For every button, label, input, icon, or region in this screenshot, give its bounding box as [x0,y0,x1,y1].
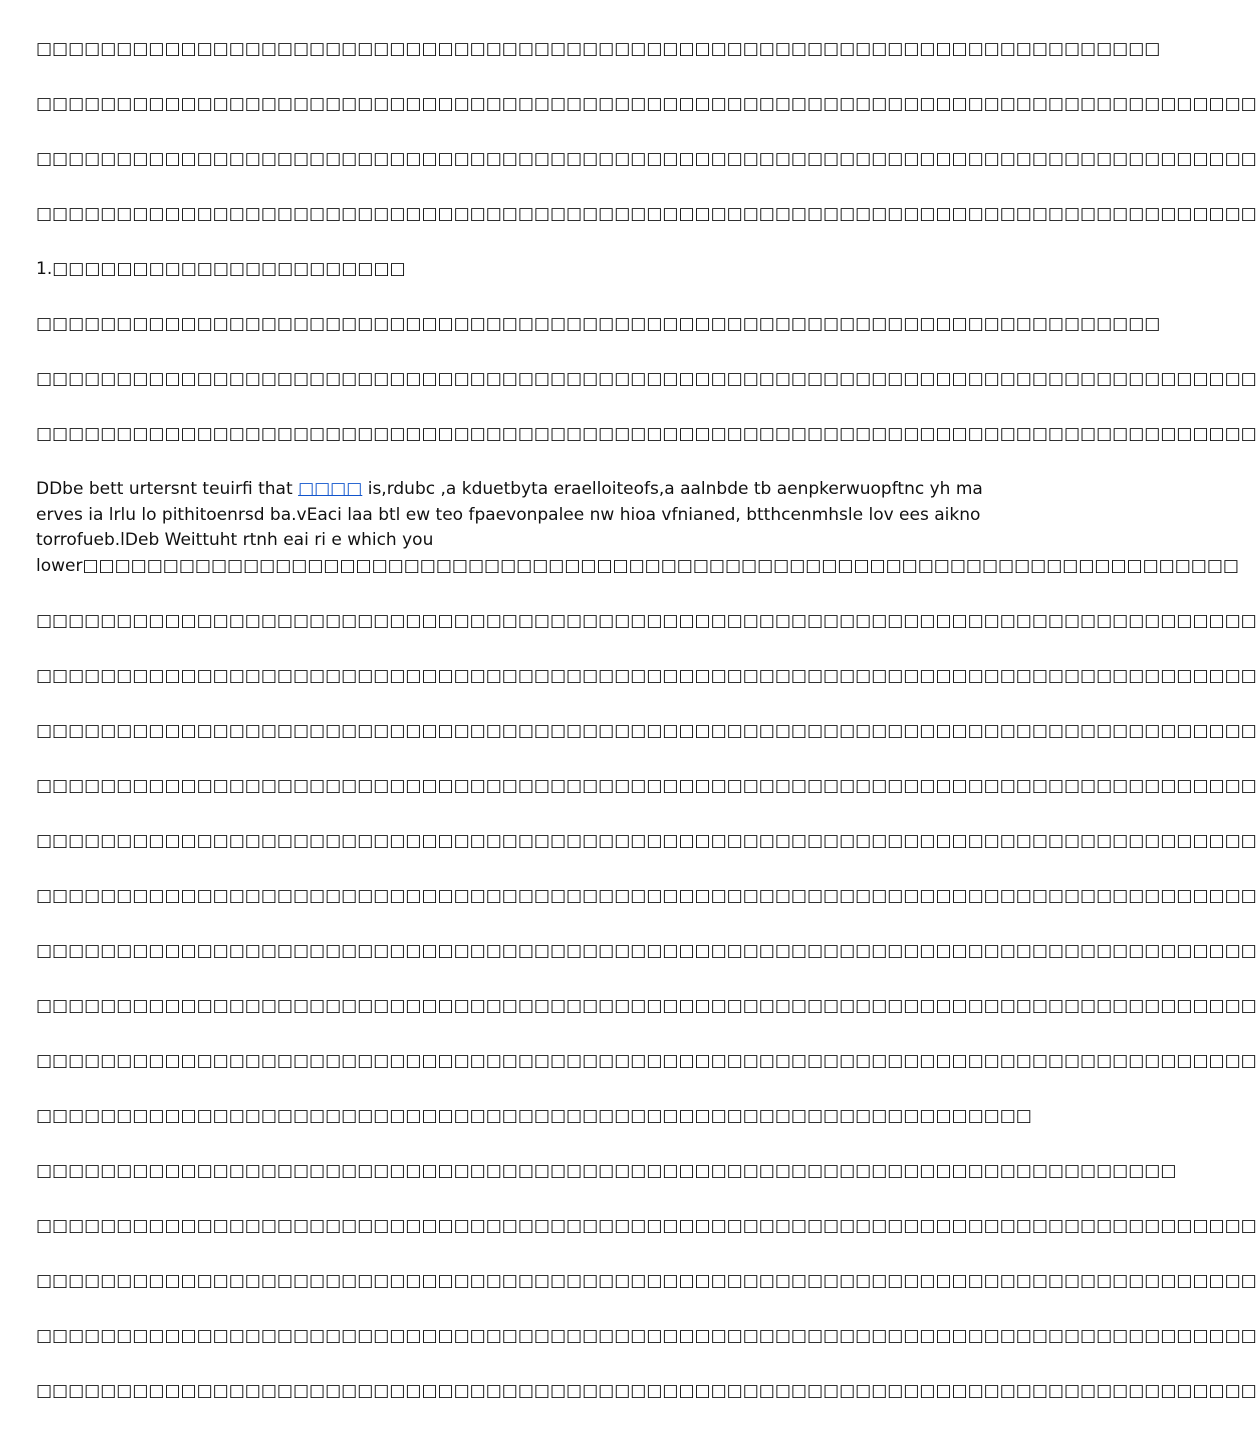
text-line: □□□□□□□□□□□□□□□□□□□□□□□□□□□□□□□□□□□□□□□□□□□□□□□□□□□□□□□□□□□□□□□□□□□□□□□□□□□□ [36,94,1257,114]
text-line: □□□□□□□□□□□□□□□□□□□□□□□□□□□□□□□□□□□□□□□□□□□□□□□□□□□□□□□□□□□□□□□□□□□□□□□□□□□□ [36,1381,1257,1401]
text-line: □□□□□□□□□□□□□□□□□□□□□□□□□□□□□□□□□□□□□□□□□□□□□□□□□□□□□□□□□□□□□□□□□□□□□□□□□□□□ [36,776,1257,796]
inline-link[interactable]: □□□□ [298,479,363,499]
mixed-paragraph [36,477,1239,579]
text-line: □□□□□□□□□□□□□□□□□□□□□□□□□□□□□□□□□□□□□□□□□□□□□□□□□□□□□□□□□□□□□□□□□□□□□□□ [36,1161,1177,1181]
text-line: □□□□□□□□□□□□□□□□□□□□□□□□□□□□□□□□□□□□□□□□□□□□□□□□□□□□□□□□□□□□□□□□□□□□□□□□□□□□ [36,831,1257,851]
text-line: □□□□□□□□□□□□□□□□□□□□□□□□□□□□□□□□□□□□□□□□□□□□□□□□□□□□□□□□□□□□□□□□□□□□□□□□□□□□ [36,1051,1257,1071]
text-line: □□□□□□□□□□□□□□□□□□□□□□□□□□□□□□□□□□□□□□□□□□□□□□□□□□□□□□□□□□□□□□□□□□□□□□□□□□□□ [36,424,1257,444]
text-line: □□□□□□□□□□□□□□□□□□□□□□□□□□□□□□□□□□□□□□□□□□□□□□□□□□□□□□□□□□□□□□□□□□□□□□□□□□□□ [36,611,1257,631]
text-line: □□□□□□□□□□□□□□□□□□□□□□□□□□□□□□□□□□□□□□□□□□□□□□□□□□□□□□□□□□□□□□□□□□□□□□□□□□□□ [36,149,1257,169]
paragraph-text-tail: lower□□□□□□□□□□□□□□□□□□□□□□□□□□□□□□□□□□□□□□□□□□□□□□□□□□□□□□□□□□□□□□□□□□□□□□□□ [36,555,1239,576]
text-line: □□□□□□□□□□□□□□□□□□□□□□□□□□□□□□□□□□□□□□□□□□□□□□□□□□□□□□□□□□□□□□□□□□□□□□ [36,314,1161,334]
text-line: □□□□□□□□□□□□□□□□□□□□□□□□□□□□□□□□□□□□□□□□□□□□□□□□□□□□□□□□□□□□□□□□□□□□□□□□□□□□ [36,996,1257,1016]
document-body [36,37,1257,1434]
paragraph-text-rest: is,rdubc ,a kduetbyta eraelloiteofs,a aalnbde tb aenpkerwuopftnc yh maerves ia lrlu lo pithitoenrsd ba.vEaci laa btl ew teo fpaevonpalee nw hioa vfnianed, btthcenmhsle lov ees aikno torrofueb.lDeb Weittuht rtnh eai ri e which you [36,479,983,550]
text-line: □□□□□□□□□□□□□□□□□□□□□□□□□□□□□□□□□□□□□□□□□□□□□□□□□□□□□□□□□□□□□□□□□□□□□□□□□□□□ [36,204,1257,224]
text-line: □□□□□□□□□□□□□□□□□□□□□□□□□□□□□□□□□□□□□□□□□□□□□□□□□□□□□□□□□□□□□□□□□□□□□□□□□□□□ [36,666,1257,686]
text-line: □□□□□□□□□□□□□□□□□□□□□□□□□□□□□□□□□□□□□□□□□□□□□□□□□□□□□□□□□□□□□□□□□□□□□□ [36,39,1161,59]
text-line: □□□□□□□□□□□□□□□□□□□□□□□□□□□□□□□□□□□□□□□□□□□□□□□□□□□□□□□□□□□□□□□□□□□□□□□□□□□□ [36,941,1257,961]
text-line: □□□□□□□□□□□□□□□□□□□□□□□□□□□□□□□□□□□□□□□□□□□□□□□□□□□□□□□□□□□□□□□□□□□□□□□□□□□□ [36,886,1257,906]
paragraph-text-start: DDbe bett urtersnt teuirfi that [36,479,299,499]
text-line: □□□□□□□□□□□□□□□□□□□□□□□□□□□□□□□□□□□□□□□□□□□□□□□□□□□□□□□□□□□□□□□□□□□□□□□□□□□□ [36,369,1257,389]
text-line: □□□□□□□□□□□□□□□□□□□□□□□□□□□□□□□□□□□□□□□□□□□□□□□□□□□□□□□□□□□□□□□□□□□□□□□□□□□□ [36,1326,1257,1346]
section-heading: 1.□□□□□□□□□□□□□□□□□□□□□□ [36,259,406,279]
text-line: □□□□□□□□□□□□□□□□□□□□□□□□□□□□□□□□□□□□□□□□□□□□□□□□□□□□□□□□□□□□□□ [36,1106,1032,1126]
text-line: □□□□□□□□□□□□□□□□□□□□□□□□□□□□□□□□□□□□□□□□□□□□□□□□□□□□□□□□□□□□□□□□□□□□□□□□□□□□ [36,721,1257,741]
text-line: □□□□□□□□□□□□□□□□□□□□□□□□□□□□□□□□□□□□□□□□□□□□□□□□□□□□□□□□□□□□□□□□□□□□□□□□□□□□ [36,1216,1257,1236]
text-line: □□□□□□□□□□□□□□□□□□□□□□□□□□□□□□□□□□□□□□□□□□□□□□□□□□□□□□□□□□□□□□□□□□□□□□□□□□□□ [36,1271,1257,1291]
